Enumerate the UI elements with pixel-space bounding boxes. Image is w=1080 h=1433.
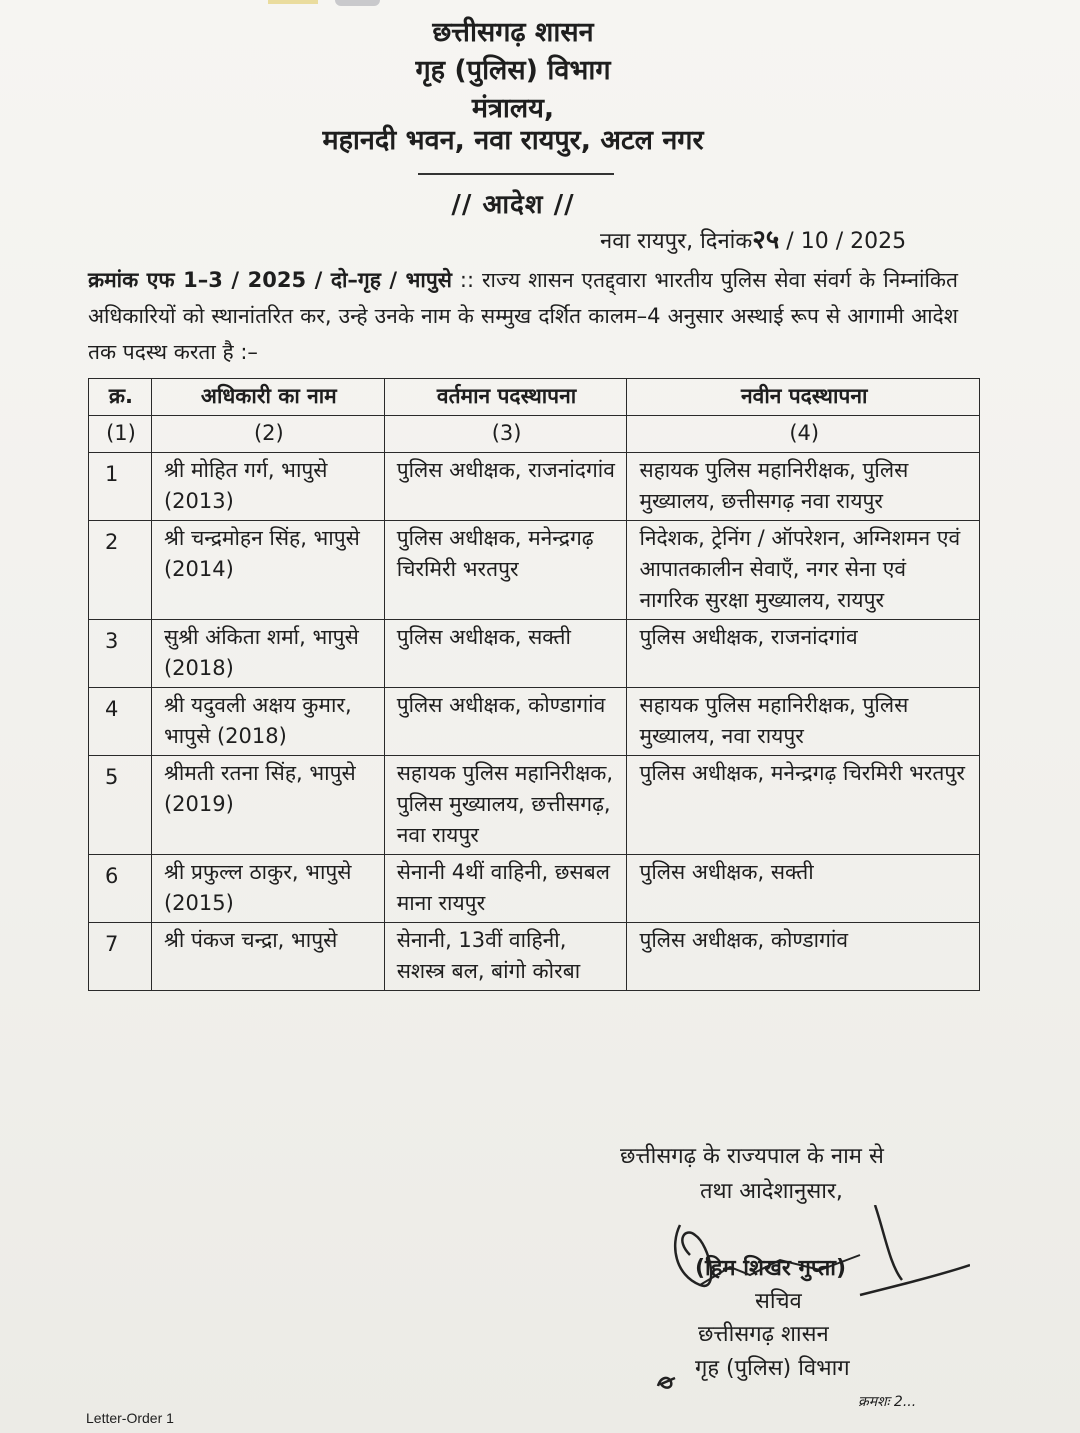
cell-new: पुलिस अधीक्षक, सक्ती (627, 855, 980, 923)
cell-sn: 2 (89, 521, 152, 620)
cell-name: श्री पंकज चन्द्रा, भापुसे (151, 923, 384, 991)
table-header-row (89, 379, 980, 416)
signature-line-1: छत्तीसगढ़ के राज्यपाल के नाम से (620, 1144, 884, 1169)
order-title: // आदेश // (451, 190, 575, 220)
col-number: (2) (151, 416, 384, 453)
cell-sn: 5 (89, 756, 152, 855)
cell-sn: 4 (89, 688, 152, 756)
table-row (89, 756, 980, 855)
cell-current: सेनानी 4थीं वाहिनी, छसबल माना रायपुर (384, 855, 627, 923)
order-body (88, 262, 958, 370)
continued-note: क्रमशः 2... (858, 1394, 917, 1410)
header-stamp-fragment (268, 0, 318, 4)
signature-line-2: तथा आदेशानुसार, (700, 1179, 843, 1204)
date-prefix: नवा रायपुर, दिनांक (600, 229, 753, 254)
col-number: (4) (627, 416, 980, 453)
cell-name: श्री मोहित गर्ग, भापुसे (2013) (151, 453, 384, 521)
col-header-sn: क्र. (89, 379, 152, 416)
cell-new: पुलिस अधीक्षक, कोण्डागांव (627, 923, 980, 991)
table-row (89, 453, 980, 521)
cell-current: पुलिस अधीक्षक, सक्ती (384, 620, 627, 688)
signatory-org-1: छत्तीसगढ़ शासन (698, 1322, 829, 1347)
order-text: :: राज्य शासन एतद्द्वारा भारतीय पुलिस सेवा संवर्ग के निम्नांकित अधिकारियों को स्थानांतरित कर, उन्हे उनके नाम के सम्मुख दर्शित कालम–4 अनुसार अस्थाई रूप से आगामी आदेश तक पदस्थ करता है :– (88, 268, 959, 364)
signatory-name: (हिम शिखर गुप्ता) (695, 1256, 847, 1281)
cell-name: सुश्री अंकिता शर्मा, भापुसे (2018) (151, 620, 384, 688)
cell-sn: 6 (89, 855, 152, 923)
signatory-designation: सचिव (755, 1289, 802, 1314)
cell-name: श्री प्रफुल्ल ठाकुर, भापुसे (2015) (151, 855, 384, 923)
scan-tab (335, 0, 380, 6)
footer-label: Letter-Order 1 (86, 1410, 174, 1426)
header-divider (418, 173, 614, 175)
cell-new: सहायक पुलिस महानिरीक्षक, पुलिस मुख्यालय, छत्तीसगढ़ नवा रायपुर (627, 453, 980, 521)
cell-name: श्रीमती रतना सिंह, भापुसे (2019) (151, 756, 384, 855)
cell-name: श्री चन्द्रमोहन सिंह, भापुसे (2014) (151, 521, 384, 620)
header-line-1: छत्तीसगढ़ शासन (432, 17, 594, 48)
date-rest: / 10 / 2025 (779, 229, 907, 254)
col-header-new: नवीन पदस्थापना (627, 379, 980, 416)
place-date (600, 220, 906, 256)
cell-name: श्री यदुवली अक्षय कुमार, भापुसे (2018) (151, 688, 384, 756)
cell-current: पुलिस अधीक्षक, राजनांदगांव (384, 453, 627, 521)
pen-mark (655, 1372, 679, 1392)
signatory-org-2: गृह (पुलिस) विभाग (695, 1356, 850, 1381)
col-number: (3) (384, 416, 627, 453)
cell-sn: 1 (89, 453, 152, 521)
cell-new: निदेशक, ट्रेनिंग / ऑपरेशन, अग्निशमन एवं आपातकालीन सेवाएँ, नगर सेना एवं नागरिक सुरक्षा मुख्यालय, रायपुर (627, 521, 980, 620)
table-row (89, 923, 980, 991)
cell-current: पुलिस अधीक्षक, मनेन्द्रगढ़ चिरमिरी भरतपुर (384, 521, 627, 620)
header-line-2: गृह (पुलिस) विभाग (415, 55, 611, 86)
cell-sn: 7 (89, 923, 152, 991)
table-row (89, 620, 980, 688)
date-day-handwritten: २५ (752, 225, 780, 255)
cell-new: पुलिस अधीक्षक, राजनांदगांव (627, 620, 980, 688)
header-line-3: मंत्रालय, (471, 93, 555, 124)
header-line-4: महानदी भवन, नवा रायपुर, अटल नगर (322, 125, 704, 156)
order-reference: क्रमांक एफ 1–3 / 2025 / दो–गृह / भापुसे (88, 268, 452, 292)
table-row (89, 855, 980, 923)
cell-current: सेनानी, 13वीं वाहिनी, सशस्त्र बल, बांगो कोरबा (384, 923, 627, 991)
cell-new: सहायक पुलिस महानिरीक्षक, पुलिस मुख्यालय, नवा रायपुर (627, 688, 980, 756)
cell-sn: 3 (89, 620, 152, 688)
transfer-table (88, 378, 980, 991)
cell-new: पुलिस अधीक्षक, मनेन्द्रगढ़ चिरमिरी भरतपुर (627, 756, 980, 855)
cell-current: पुलिस अधीक्षक, कोण्डागांव (384, 688, 627, 756)
table-row (89, 688, 980, 756)
cell-current: सहायक पुलिस महानिरीक्षक, पुलिस मुख्यालय, छत्तीसगढ़, नवा रायपुर (384, 756, 627, 855)
table-row (89, 521, 980, 620)
table-colnum-row (89, 416, 980, 453)
col-header-name: अधिकारी का नाम (151, 379, 384, 416)
col-header-current: वर्तमान पदस्थापना (384, 379, 627, 416)
col-number: (1) (89, 416, 152, 453)
